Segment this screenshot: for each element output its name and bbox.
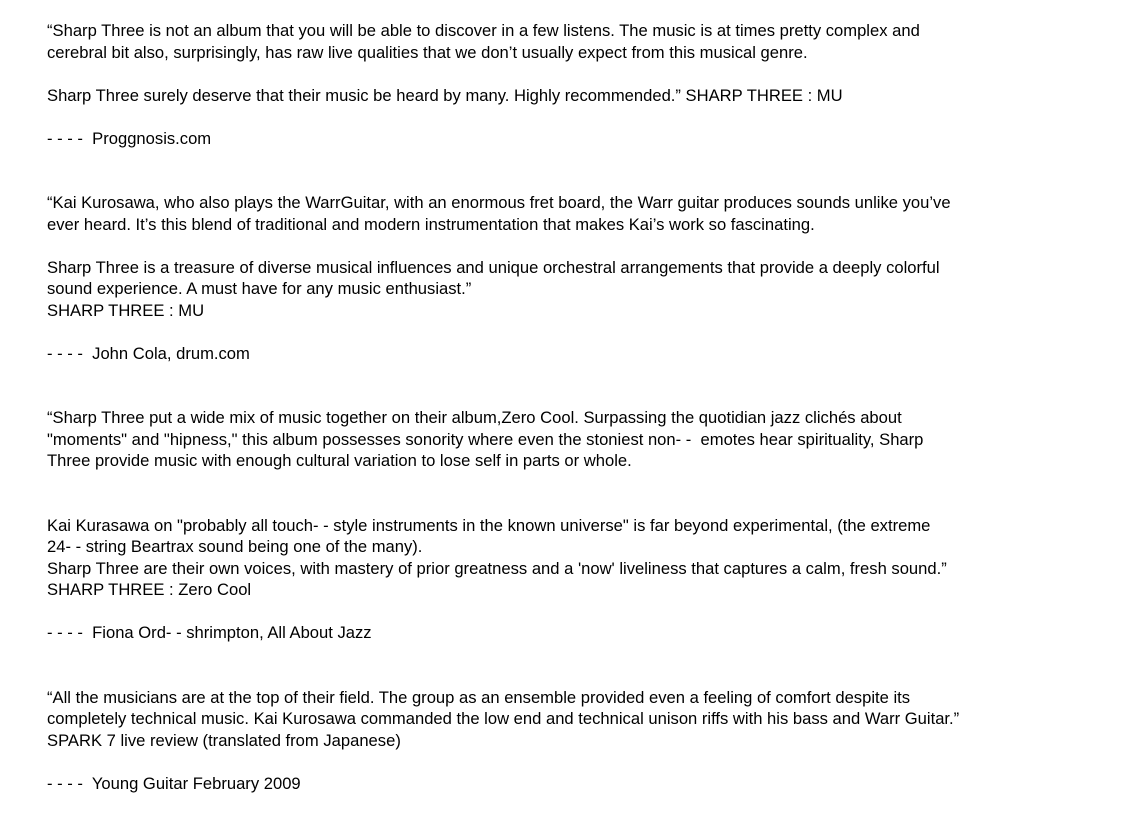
review-all-about-jazz	[47, 407, 1117, 644]
review-text-line: SHARP THREE : Zero Cool	[47, 580, 252, 599]
review-drum-com	[47, 192, 1117, 364]
review-text-line: cerebral bit also, surprisingly, has raw live qualities that we don’t usually expect from this musical genre.	[47, 42, 808, 62]
review-proggnosis	[47, 20, 1117, 149]
review-text-line: 24- - string Beartrax sound being one of the many).	[47, 537, 423, 556]
review-text-line: SHARP THREE : MU	[47, 300, 205, 320]
review-text-line: completely technical music. Kai Kurosawa commanded the low end and technical unison riffs with his bass and Warr Guitar.”	[47, 709, 960, 728]
review-attribution: - - - - Young Guitar February 2009	[47, 773, 301, 793]
review-attribution: - - - - Proggnosis.com	[47, 128, 212, 148]
review-text-line: “Kai Kurosawa, who also plays the WarrGuitar, with an enormous fret board, the Warr guitar produces sounds unlike you’ve	[47, 193, 951, 212]
review-text-line: “All the musicians are at the top of their field. The group as an ensemble provided even a feeling of comfort despite its	[47, 687, 911, 707]
review-text-line: ever heard. It’s this blend of traditional and modern instrumentation that makes Kai’s work so fascinating.	[47, 214, 815, 234]
review-attribution: - - - - Fiona Ord- - shrimpton, All About Jazz	[47, 623, 372, 642]
review-text-line: SPARK 7 live review (translated from Japanese)	[47, 730, 401, 750]
review-text-line: “Sharp Three put a wide mix of music together on their album,Zero Cool. Surpassing the quotidian jazz clichés about	[47, 408, 902, 427]
review-text-line: Three provide music with enough cultural variation to lose self in parts or whole.	[47, 451, 632, 470]
review-text-line: "moments" and "hipness," this album possesses sonority where even the stoniest non- - emotes hear spirituality, Sharp	[47, 429, 924, 449]
review-young-guitar	[47, 687, 1117, 795]
review-text-line: Kai Kurasawa on "probably all touch- - style instruments in the known universe" is far beyond experimental, (the extreme	[47, 515, 931, 535]
review-text-line: “Sharp Three is not an album that you will be able to discover in a few listens. The music is at times pretty complex and	[47, 21, 920, 40]
review-text-line: Sharp Three are their own voices, with mastery of prior greatness and a 'now' liveliness that captures a calm, fresh sound.”	[47, 558, 947, 578]
review-text-line: Sharp Three surely deserve that their music be heard by many. Highly recommended.” SHARP THREE : MU	[47, 85, 843, 105]
reviews-page	[47, 20, 1117, 794]
review-attribution: - - - - John Cola, drum.com	[47, 343, 250, 363]
review-text-line: Sharp Three is a treasure of diverse musical influences and unique orchestral arrangements that provide a deeply colorful	[47, 257, 940, 277]
review-text-line: sound experience. A must have for any music enthusiast.”	[47, 279, 472, 298]
